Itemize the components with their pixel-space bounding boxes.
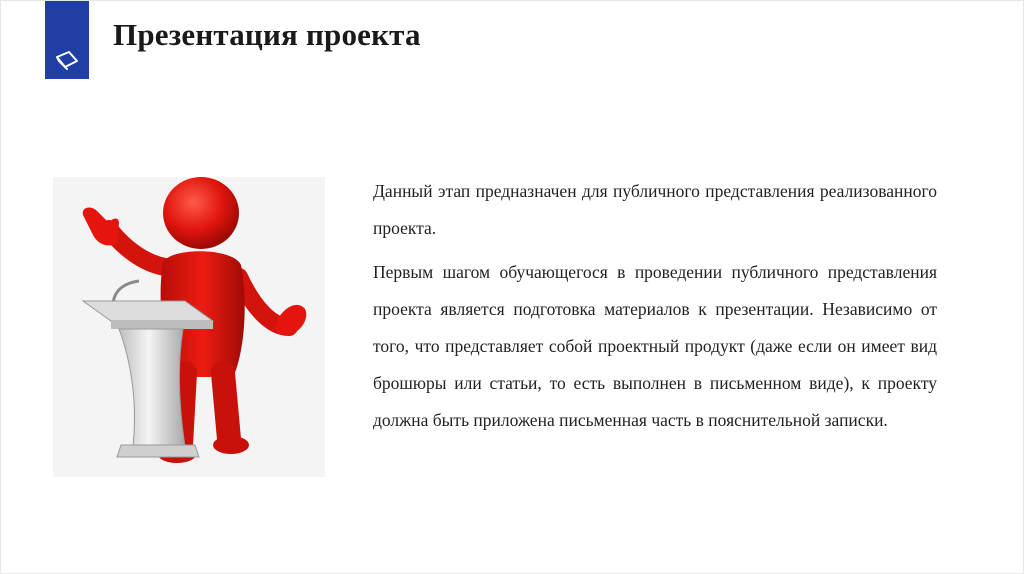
body-text (373, 173, 937, 446)
slide-title: Презентация проекта (113, 17, 421, 52)
corner-badge (45, 1, 89, 79)
book-icon (54, 49, 80, 71)
paragraph-2: Первым шагом обучающегося в проведении публичного представления проекта является подготовка материалов к презентации. Независимо от того, что представляет собой проектный продукт (даже если он имеет вид брошюры или статьи, то есть выполнен в письменном виде), к проекту должна быть приложена письменная часть в пояснительной записки. (373, 262, 937, 430)
paragraph-1: Данный этап предназначен для публичного представления реализованного проекта. (373, 181, 937, 238)
speaker-at-podium-image (53, 177, 325, 477)
